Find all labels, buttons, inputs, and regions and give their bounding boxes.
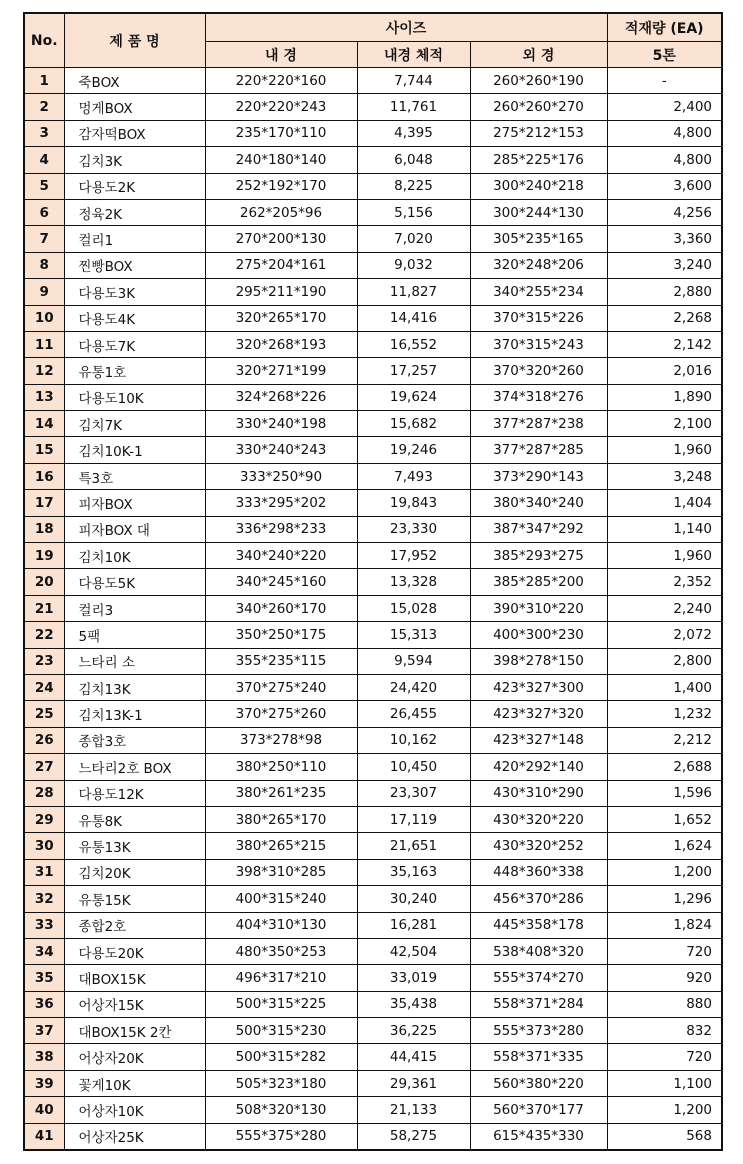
table-row [24,516,722,542]
cell-load-qty: 1,232 [607,701,722,727]
cell-product-name: 컬리1 [64,226,205,252]
header-load: 적재량 (EA) [607,13,722,42]
cell-inner-size: 370*275*260 [205,701,357,727]
table-row [24,569,722,595]
cell-inner-volume: 15,682 [357,411,470,437]
cell-inner-size: 373*278*98 [205,727,357,753]
cell-outer-size: 445*358*178 [470,912,607,938]
cell-inner-volume: 13,328 [357,569,470,595]
cell-inner-size: 398*310*285 [205,859,357,885]
cell-no: 4 [24,147,64,173]
cell-product-name: 김치13K [64,674,205,700]
cell-product-name: 다용도4K [64,305,205,331]
cell-outer-size: 320*248*206 [470,252,607,278]
cell-inner-size: 480*350*253 [205,938,357,964]
cell-load-qty: 4,800 [607,120,722,146]
cell-no: 23 [24,648,64,674]
cell-load-qty: 880 [607,991,722,1017]
cell-load-qty: 1,960 [607,543,722,569]
cell-inner-size: 270*200*130 [205,226,357,252]
cell-inner-volume: 10,162 [357,727,470,753]
cell-no: 18 [24,516,64,542]
cell-inner-volume: 36,225 [357,1018,470,1044]
cell-no: 13 [24,384,64,410]
cell-inner-volume: 44,415 [357,1044,470,1070]
cell-inner-volume: 29,361 [357,1070,470,1096]
cell-outer-size: 285*225*176 [470,147,607,173]
cell-no: 20 [24,569,64,595]
cell-no: 6 [24,199,64,225]
cell-load-qty: 1,100 [607,1070,722,1096]
table-row [24,94,722,120]
cell-inner-size: 496*317*210 [205,965,357,991]
cell-inner-size: 330*240*243 [205,437,357,463]
cell-inner-volume: 15,028 [357,595,470,621]
header-product-name: 제 품 명 [64,13,205,68]
cell-inner-size: 500*315*282 [205,1044,357,1070]
cell-no: 10 [24,305,64,331]
cell-outer-size: 398*278*150 [470,648,607,674]
cell-load-qty: - [607,68,722,94]
cell-inner-size: 220*220*160 [205,68,357,94]
cell-inner-volume: 4,395 [357,120,470,146]
cell-inner-size: 555*375*280 [205,1123,357,1150]
cell-outer-size: 370*315*226 [470,305,607,331]
table-row [24,622,722,648]
cell-inner-volume: 15,313 [357,622,470,648]
cell-inner-volume: 35,438 [357,991,470,1017]
cell-product-name: 어상자20K [64,1044,205,1070]
cell-outer-size: 423*327*300 [470,674,607,700]
cell-no: 24 [24,674,64,700]
cell-load-qty: 720 [607,1044,722,1070]
cell-inner-size: 330*240*198 [205,411,357,437]
cell-no: 7 [24,226,64,252]
cell-inner-volume: 8,225 [357,173,470,199]
cell-no: 14 [24,411,64,437]
cell-product-name: 느타리2호 BOX [64,754,205,780]
cell-no: 31 [24,859,64,885]
cell-no: 40 [24,1097,64,1123]
cell-outer-size: 420*292*140 [470,754,607,780]
cell-outer-size: 423*327*148 [470,727,607,753]
table-row [24,674,722,700]
cell-outer-size: 370*320*260 [470,358,607,384]
cell-inner-volume: 21,133 [357,1097,470,1123]
table-row [24,1123,722,1150]
table-wrapper [23,12,723,1151]
cell-load-qty: 2,352 [607,569,722,595]
cell-inner-size: 320*271*199 [205,358,357,384]
cell-inner-size: 220*220*243 [205,94,357,120]
cell-inner-size: 505*323*180 [205,1070,357,1096]
cell-outer-size: 430*320*252 [470,833,607,859]
cell-outer-size: 400*300*230 [470,622,607,648]
cell-inner-size: 252*192*170 [205,173,357,199]
cell-load-qty: 3,600 [607,173,722,199]
cell-load-qty: 2,016 [607,358,722,384]
cell-inner-size: 324*268*226 [205,384,357,410]
cell-load-qty: 2,072 [607,622,722,648]
cell-no: 30 [24,833,64,859]
table-row [24,938,722,964]
cell-inner-size: 400*315*240 [205,886,357,912]
cell-product-name: 김치13K-1 [64,701,205,727]
cell-inner-volume: 19,843 [357,490,470,516]
cell-inner-size: 262*205*96 [205,199,357,225]
cell-no: 3 [24,120,64,146]
table-row [24,199,722,225]
cell-load-qty: 568 [607,1123,722,1150]
cell-no: 41 [24,1123,64,1150]
cell-inner-volume: 30,240 [357,886,470,912]
cell-product-name: 컬리3 [64,595,205,621]
cell-product-name: 느타리 소 [64,648,205,674]
cell-no: 1 [24,68,64,94]
cell-inner-size: 320*268*193 [205,331,357,357]
cell-inner-volume: 23,307 [357,780,470,806]
cell-inner-volume: 21,651 [357,833,470,859]
table-row [24,648,722,674]
cell-inner-volume: 35,163 [357,859,470,885]
cell-outer-size: 430*310*290 [470,780,607,806]
table-row [24,543,722,569]
table-row [24,252,722,278]
cell-no: 2 [24,94,64,120]
table-row [24,806,722,832]
cell-inner-volume: 11,761 [357,94,470,120]
cell-product-name: 멍게BOX [64,94,205,120]
cell-inner-volume: 9,594 [357,648,470,674]
cell-outer-size: 374*318*276 [470,384,607,410]
cell-inner-volume: 16,552 [357,331,470,357]
cell-product-name: 유통13K [64,833,205,859]
cell-no: 12 [24,358,64,384]
cell-no: 8 [24,252,64,278]
cell-inner-size: 380*265*170 [205,806,357,832]
header-size: 사이즈 [205,13,607,42]
cell-inner-volume: 24,420 [357,674,470,700]
cell-inner-size: 508*320*130 [205,1097,357,1123]
cell-outer-size: 558*371*335 [470,1044,607,1070]
cell-inner-size: 350*250*175 [205,622,357,648]
cell-inner-size: 340*245*160 [205,569,357,595]
cell-inner-volume: 7,020 [357,226,470,252]
table-body [24,68,722,1151]
cell-load-qty: 1,624 [607,833,722,859]
table-row [24,1097,722,1123]
cell-inner-size: 340*260*170 [205,595,357,621]
table-row [24,463,722,489]
cell-load-qty: 1,652 [607,806,722,832]
cell-load-qty: 2,268 [607,305,722,331]
cell-inner-volume: 58,275 [357,1123,470,1150]
cell-inner-size: 340*240*220 [205,543,357,569]
cell-inner-size: 235*170*110 [205,120,357,146]
cell-product-name: 유통1호 [64,358,205,384]
cell-inner-volume: 7,744 [357,68,470,94]
cell-inner-volume: 19,246 [357,437,470,463]
table-row [24,727,722,753]
cell-no: 39 [24,1070,64,1096]
table-row [24,147,722,173]
cell-inner-volume: 7,493 [357,463,470,489]
cell-load-qty: 1,200 [607,859,722,885]
cell-outer-size: 558*371*284 [470,991,607,1017]
cell-outer-size: 373*290*143 [470,463,607,489]
cell-product-name: 다용도20K [64,938,205,964]
cell-outer-size: 370*315*243 [470,331,607,357]
cell-product-name: 대BOX15K 2칸 [64,1018,205,1044]
cell-inner-volume: 17,119 [357,806,470,832]
table-row [24,411,722,437]
cell-product-name: 김치3K [64,147,205,173]
cell-product-name: 다용도10K [64,384,205,410]
cell-load-qty: 920 [607,965,722,991]
cell-load-qty: 2,240 [607,595,722,621]
cell-load-qty: 2,400 [607,94,722,120]
table-row [24,490,722,516]
cell-no: 16 [24,463,64,489]
cell-load-qty: 2,800 [607,648,722,674]
table-row [24,780,722,806]
cell-outer-size: 275*212*153 [470,120,607,146]
cell-inner-volume: 9,032 [357,252,470,278]
header-outer: 외 경 [470,42,607,68]
cell-outer-size: 300*240*218 [470,173,607,199]
cell-outer-size: 560*380*220 [470,1070,607,1096]
cell-product-name: 다용도2K [64,173,205,199]
cell-no: 25 [24,701,64,727]
table-row [24,279,722,305]
cell-no: 11 [24,331,64,357]
cell-inner-volume: 17,257 [357,358,470,384]
table-row [24,833,722,859]
cell-load-qty: 1,596 [607,780,722,806]
cell-no: 21 [24,595,64,621]
cell-no: 17 [24,490,64,516]
table-row [24,595,722,621]
cell-inner-volume: 17,952 [357,543,470,569]
cell-product-name: 감자떡BOX [64,120,205,146]
cell-outer-size: 305*235*165 [470,226,607,252]
table-row [24,358,722,384]
cell-no: 5 [24,173,64,199]
cell-outer-size: 430*320*220 [470,806,607,832]
cell-no: 19 [24,543,64,569]
cell-inner-size: 336*298*233 [205,516,357,542]
cell-no: 32 [24,886,64,912]
cell-product-name: 유통15K [64,886,205,912]
cell-load-qty: 1,296 [607,886,722,912]
cell-no: 34 [24,938,64,964]
table-row [24,305,722,331]
cell-product-name: 김치20K [64,859,205,885]
cell-outer-size: 377*287*285 [470,437,607,463]
cell-product-name: 김치7K [64,411,205,437]
cell-no: 27 [24,754,64,780]
cell-outer-size: 538*408*320 [470,938,607,964]
header-truck: 5톤 [607,42,722,68]
cell-no: 29 [24,806,64,832]
cell-outer-size: 385*293*275 [470,543,607,569]
header-no: No. [24,13,64,68]
cell-product-name: 어상자15K [64,991,205,1017]
cell-load-qty: 2,142 [607,331,722,357]
cell-inner-volume: 33,019 [357,965,470,991]
cell-product-name: 다용도7K [64,331,205,357]
cell-no: 38 [24,1044,64,1070]
cell-load-qty: 3,360 [607,226,722,252]
table-row [24,384,722,410]
cell-outer-size: 385*285*200 [470,569,607,595]
cell-no: 36 [24,991,64,1017]
cell-product-name: 어상자10K [64,1097,205,1123]
cell-product-name: 피자BOX 대 [64,516,205,542]
cell-inner-volume: 19,624 [357,384,470,410]
cell-outer-size: 340*255*234 [470,279,607,305]
cell-outer-size: 555*374*270 [470,965,607,991]
table-row [24,173,722,199]
cell-product-name: 특3호 [64,463,205,489]
cell-inner-size: 275*204*161 [205,252,357,278]
cell-outer-size: 387*347*292 [470,516,607,542]
cell-load-qty: 1,200 [607,1097,722,1123]
cell-load-qty: 1,824 [607,912,722,938]
cell-inner-volume: 5,156 [357,199,470,225]
cell-outer-size: 560*370*177 [470,1097,607,1123]
cell-outer-size: 555*373*280 [470,1018,607,1044]
cell-no: 15 [24,437,64,463]
cell-no: 37 [24,1018,64,1044]
cell-product-name: 꽃게10K [64,1070,205,1096]
cell-no: 9 [24,279,64,305]
cell-inner-volume: 14,416 [357,305,470,331]
table-row [24,331,722,357]
cell-product-name: 정육2K [64,199,205,225]
cell-load-qty: 4,256 [607,199,722,225]
cell-load-qty: 1,890 [607,384,722,410]
cell-no: 26 [24,727,64,753]
cell-load-qty: 1,140 [607,516,722,542]
cell-inner-volume: 6,048 [357,147,470,173]
cell-product-name: 어상자25K [64,1123,205,1150]
cell-outer-size: 615*435*330 [470,1123,607,1150]
cell-inner-size: 370*275*240 [205,674,357,700]
table-row [24,965,722,991]
cell-outer-size: 260*260*270 [470,94,607,120]
cell-product-name: 종합2호 [64,912,205,938]
table-row [24,701,722,727]
cell-inner-size: 355*235*115 [205,648,357,674]
table-row [24,68,722,94]
cell-load-qty: 2,688 [607,754,722,780]
table-row [24,120,722,146]
cell-inner-size: 380*261*235 [205,780,357,806]
cell-product-name: 김치10K [64,543,205,569]
cell-inner-size: 320*265*170 [205,305,357,331]
cell-inner-size: 333*295*202 [205,490,357,516]
cell-inner-volume: 10,450 [357,754,470,780]
table-row [24,991,722,1017]
cell-load-qty: 2,212 [607,727,722,753]
cell-load-qty: 3,240 [607,252,722,278]
cell-no: 28 [24,780,64,806]
cell-inner-volume: 42,504 [357,938,470,964]
cell-load-qty: 1,400 [607,674,722,700]
cell-outer-size: 423*327*320 [470,701,607,727]
cell-load-qty: 1,960 [607,437,722,463]
cell-load-qty: 1,404 [607,490,722,516]
cell-product-name: 피자BOX [64,490,205,516]
cell-inner-volume: 23,330 [357,516,470,542]
table-row [24,226,722,252]
table-row [24,1018,722,1044]
cell-outer-size: 448*360*338 [470,859,607,885]
cell-no: 22 [24,622,64,648]
cell-load-qty: 2,880 [607,279,722,305]
cell-inner-size: 380*250*110 [205,754,357,780]
cell-inner-size: 240*180*140 [205,147,357,173]
table-row [24,1044,722,1070]
cell-load-qty: 2,100 [607,411,722,437]
cell-load-qty: 3,248 [607,463,722,489]
cell-inner-size: 333*250*90 [205,463,357,489]
cell-inner-volume: 11,827 [357,279,470,305]
cell-outer-size: 377*287*238 [470,411,607,437]
table-row [24,886,722,912]
table-row [24,754,722,780]
table-header [24,13,722,68]
cell-product-name: 유통8K [64,806,205,832]
cell-inner-size: 380*265*215 [205,833,357,859]
table-row [24,1070,722,1096]
cell-inner-volume: 16,281 [357,912,470,938]
cell-outer-size: 300*244*130 [470,199,607,225]
header-inner: 내 경 [205,42,357,68]
box-spec-table [23,12,723,1151]
cell-inner-size: 404*310*130 [205,912,357,938]
cell-product-name: 다용도5K [64,569,205,595]
cell-product-name: 찐빵BOX [64,252,205,278]
cell-outer-size: 260*260*190 [470,68,607,94]
cell-inner-size: 500*315*230 [205,1018,357,1044]
table-row [24,912,722,938]
cell-inner-size: 295*211*190 [205,279,357,305]
cell-product-name: 5팩 [64,622,205,648]
cell-load-qty: 832 [607,1018,722,1044]
header-inner-volume: 내경 체적 [357,42,470,68]
cell-product-name: 다용도3K [64,279,205,305]
cell-no: 35 [24,965,64,991]
cell-outer-size: 390*310*220 [470,595,607,621]
table-row [24,859,722,885]
cell-outer-size: 380*340*240 [470,490,607,516]
cell-load-qty: 4,800 [607,147,722,173]
cell-product-name: 죽BOX [64,68,205,94]
cell-no: 33 [24,912,64,938]
cell-product-name: 대BOX15K [64,965,205,991]
cell-inner-volume: 26,455 [357,701,470,727]
cell-product-name: 다용도12K [64,780,205,806]
cell-product-name: 종합3호 [64,727,205,753]
cell-outer-size: 456*370*286 [470,886,607,912]
cell-inner-size: 500*315*225 [205,991,357,1017]
table-row [24,437,722,463]
cell-product-name: 김치10K-1 [64,437,205,463]
cell-load-qty: 720 [607,938,722,964]
